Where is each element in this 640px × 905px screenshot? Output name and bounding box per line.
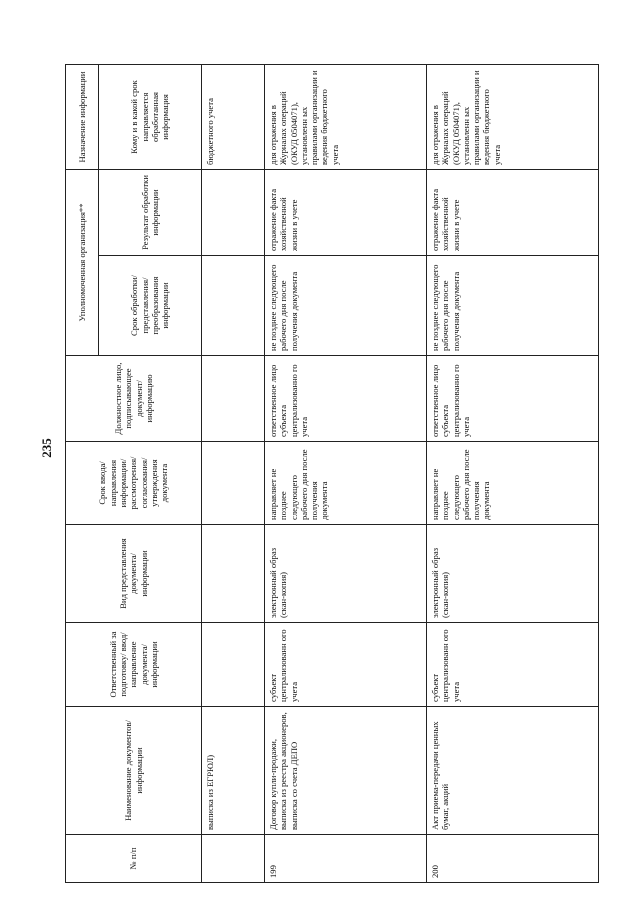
cell-deadline: [202, 442, 265, 525]
header-form: Вид представления документа/ информации: [66, 525, 202, 623]
cell-form: электронный образ (скан-копия): [265, 525, 427, 623]
header-org-result: Результат обработки информации: [99, 169, 202, 255]
cell-responsible: [202, 623, 265, 707]
table-row: [202, 64, 265, 882]
table-rotated-container: [65, 65, 573, 883]
header-deadline: Срок ввода/ направления информации/ рассмотрения/ согласования/ утверждения документа: [66, 442, 202, 525]
table-row: [265, 64, 427, 882]
header-signer: Должностное лицо, подписывающее документ/ информацию: [66, 356, 202, 442]
cell-deadline: направляет не позднее следующего рабочего дня после получения документа: [265, 442, 427, 525]
cell-form: [202, 525, 265, 623]
cell-signer: ответственное лицо субъекта централизованно го учета: [427, 356, 599, 442]
cell-name: Акт приема-передачи ценных бумаг, акций: [427, 707, 599, 835]
header-org: Уполномоченная организация**: [66, 169, 99, 355]
cell-form: электронный образ (скан-копия): [427, 525, 599, 623]
cell-org-deadline: не позднее следующего рабочего дня после получения документа: [265, 256, 427, 356]
cell-name: Договор купли-продажи, выписка из реестра акционеров, выписка со счета ДЕПО: [265, 707, 427, 835]
page-number: 235: [39, 438, 54, 458]
cell-num: 200: [427, 835, 599, 883]
cell-responsible: субъект централизованн ого учета: [427, 623, 599, 707]
cell-org-deadline: [202, 256, 265, 356]
header-num: № п/п: [66, 835, 202, 883]
cell-org-result: отражение факта хозяйственной жизни в учете: [427, 169, 599, 255]
header-responsible: Ответственный за подготовку/ ввод/ направление документа/ информации: [66, 623, 202, 707]
header-name: Наименование документов/информации: [66, 707, 202, 835]
header-row-1: [66, 64, 99, 882]
cell-org-deadline: не позднее следующего рабочего дня после получения документа: [427, 256, 599, 356]
cell-deadline: направляет не позднее следующего рабочего дня после получения документа: [427, 442, 599, 525]
cell-signer: [202, 356, 265, 442]
cell-org-result: отражение факта хозяйственной жизни в учете: [265, 169, 427, 255]
cell-purpose-to: бюджетного учета: [202, 64, 265, 169]
cell-num: [202, 835, 265, 883]
cell-purpose-to: для отражения в Журналах операций (ОКУД 0504071), установленн ых правилами организации и ведения бюджетного учета: [427, 64, 599, 169]
header-purpose-to: Кому и в какой срок направляется обработанная информация: [99, 64, 202, 169]
cell-org-result: [202, 169, 265, 255]
table-row: [427, 64, 599, 882]
header-purpose: Назначение информации: [66, 64, 99, 169]
document-table: [65, 64, 599, 883]
cell-responsible: субъект централизованн ого учета: [265, 623, 427, 707]
cell-num: 199: [265, 835, 427, 883]
cell-purpose-to: для отражения в Журналах операций (ОКУД 0504071), установленн ых правилами организации и ведения бюджетного учета: [265, 64, 427, 169]
cell-signer: ответственное лицо субъекта централизованно го учета: [265, 356, 427, 442]
cell-name: выписка из ЕГРЮЛ): [202, 707, 265, 835]
header-org-deadline: Срок обработки/ представления/ преобразования информации: [99, 256, 202, 356]
